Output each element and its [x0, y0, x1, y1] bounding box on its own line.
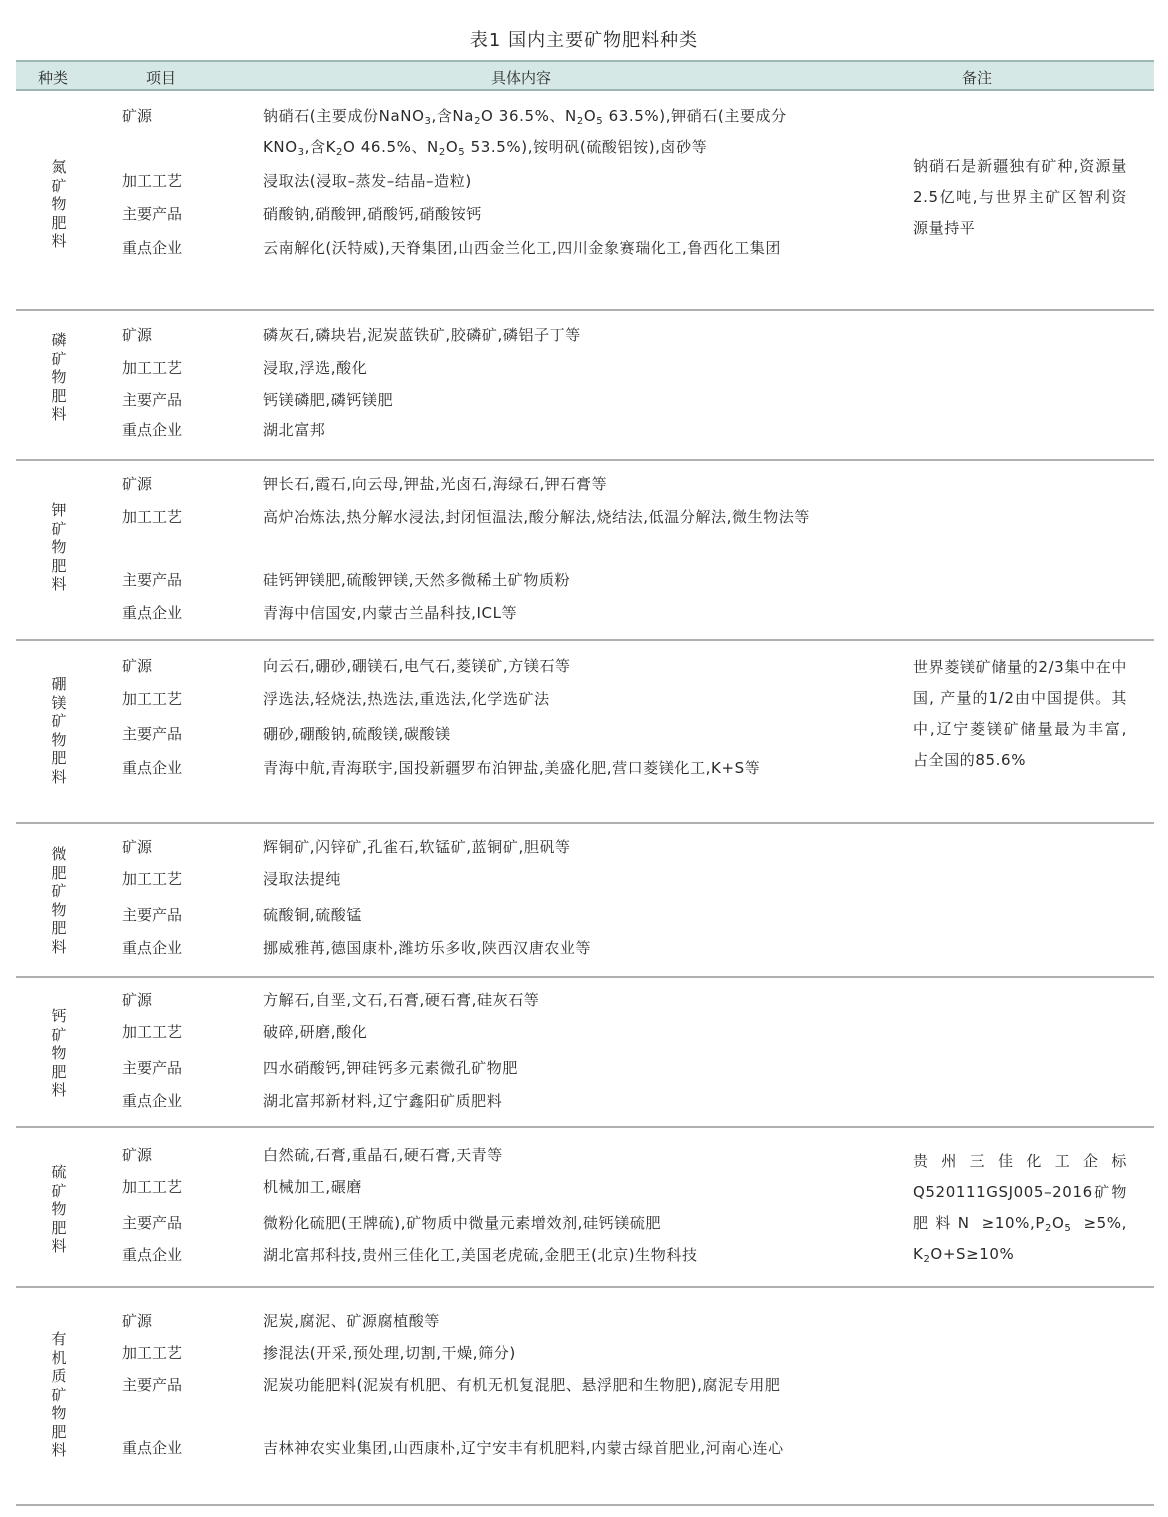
row-content: 钠硝石(主要成份NaNO$_3$,含$Na_2O$ 36.5%、$N_2O_5$ 63.5%),钾硝石(主要成分$KNO_3$,含$K_2O$ 46.5%、$N_2O_5$ 53.5%),铵明矾(硫酸铝铵),卤砂等: [263, 107, 787, 158]
row-item: 矿源: [122, 107, 153, 125]
row-note: 钠硝石是新疆独有矿种,资源量2.5亿吨,与世界主矿区智利资源量持平: [913, 157, 1127, 237]
row-content: 微粉化硫肥(王牌硫),矿物质中微量元素增效剂,硅钙镁硫肥: [263, 1214, 662, 1232]
fertilizer-type: [16, 845, 102, 956]
row-content: 泥炭,腐泥、矿源腐植酸等: [263, 1312, 440, 1330]
table-section: [16, 641, 1154, 824]
header-note: 备注: [962, 69, 993, 87]
row-item: 矿源: [122, 1312, 153, 1330]
row-content: 云南解化(沃特威),天脊集团,山西金兰化工,四川金象赛瑞化工,鲁西化工集团: [263, 239, 781, 257]
row-item: 主要产品: [122, 391, 183, 409]
row-item: 主要产品: [122, 725, 183, 743]
row-item: 矿源: [122, 657, 153, 675]
row-item: 重点企业: [122, 239, 183, 257]
row-content: 高炉冶炼法,热分解水浸法,封闭恒温法,酸分解法,烧结法,低温分解法,微生物法等: [263, 508, 811, 526]
row-item: 加工工艺: [122, 870, 183, 888]
table-header: [16, 60, 1154, 91]
row-item: 加工工艺: [122, 1178, 183, 1196]
row-content: 钙镁磷肥,磷钙镁肥: [263, 391, 394, 409]
row-content: 湖北富邦: [263, 421, 326, 439]
row-content: 湖北富邦新材料,辽宁鑫阳矿质肥料: [263, 1092, 503, 1110]
row-content: 泥炭功能肥料(泥炭有机肥、有机无机复混肥、悬浮肥和生物肥),腐泥专用肥: [263, 1376, 781, 1394]
header-item: 项目: [146, 69, 177, 87]
row-note: 贵州三佳化工企标Q520111GSJ005–2016矿物肥料$N \ge 10\%,P_2O_5 \ge 5\%$, $K_2O+S\ge 10\%$: [913, 1152, 1127, 1265]
row-content: 青海中信国安,内蒙古兰晶科技,ICL等: [263, 604, 518, 622]
fertilizer-type-label: 微肥矿物肥料: [51, 845, 67, 956]
row-item: 重点企业: [122, 1092, 183, 1110]
row-item: 主要产品: [122, 205, 183, 223]
row-item: 主要产品: [122, 1214, 183, 1232]
row-item: 重点企业: [122, 1246, 183, 1264]
row-item: 重点企业: [122, 759, 183, 777]
row-item: 矿源: [122, 326, 153, 344]
row-item: 加工工艺: [122, 359, 183, 377]
row-content: 硅钙钾镁肥,硫酸钾镁,天然多微稀土矿物质粉: [263, 571, 571, 589]
table-section: [16, 978, 1154, 1128]
row-item: 重点企业: [122, 1439, 183, 1457]
row-content: 辉铜矿,闪锌矿,孔雀石,软锰矿,蓝铜矿,胆矾等: [263, 838, 571, 856]
table-section: [16, 93, 1154, 311]
row-item: 矿源: [122, 991, 153, 1009]
fertilizer-type-label: 钙矿物肥料: [51, 1007, 67, 1099]
row-content: 磷灰石,磷块岩,泥炭蓝铁矿,胶磷矿,磷铝子丁等: [263, 326, 581, 344]
row-item: 重点企业: [122, 421, 183, 439]
header-type: 种类: [38, 69, 69, 87]
fertilizer-type: [16, 501, 102, 594]
row-item: 矿源: [122, 475, 153, 493]
header-content: 具体内容: [491, 69, 552, 87]
row-content: 白然硫,石膏,重晶石,硬石膏,天青等: [263, 1146, 503, 1164]
fertilizer-type: [16, 158, 102, 251]
row-content: 硝酸钠,硝酸钾,硝酸钙,硝酸铵钙: [263, 205, 482, 223]
fertilizer-type-label: 硫矿物肥料: [51, 1163, 67, 1255]
row-content: 浸取法(浸取–蒸发–结晶–造粒): [263, 172, 472, 190]
row-item: 重点企业: [122, 939, 183, 957]
row-content: 青海中航,青海联宇,国投新疆罗布泊钾盐,美盛化肥,营口菱镁化工,K+S等: [263, 759, 761, 777]
row-item: 主要产品: [122, 1059, 183, 1077]
row-content: 硼砂,硼酸钠,硫酸镁,碳酸镁: [263, 725, 451, 743]
row-item: 主要产品: [122, 571, 183, 589]
row-content: 浮选法,轻烧法,热选法,重选法,化学选矿法: [263, 690, 550, 708]
fertilizer-type-label: 钾矿物肥料: [51, 501, 67, 593]
row-item: 主要产品: [122, 1376, 183, 1394]
row-content: 钾长石,霞石,向云母,钾盐,光卤石,海绿石,钾石膏等: [263, 475, 608, 493]
table-section: [16, 1288, 1154, 1506]
row-item: 加工工艺: [122, 1344, 183, 1362]
table-section: [16, 824, 1154, 978]
row-content: 硫酸铜,硫酸锰: [263, 906, 362, 924]
row-content: 四水硝酸钙,钾硅钙多元素微孔矿物肥: [263, 1059, 518, 1077]
fertilizer-type: [16, 1330, 102, 1460]
row-item: 矿源: [122, 838, 153, 856]
row-content: 破碎,研磨,酸化: [263, 1023, 368, 1041]
row-item: 主要产品: [122, 906, 183, 924]
fertilizer-type-label: 磷矿物肥料: [51, 331, 67, 423]
fertilizer-type-label: 氮矿物肥料: [51, 158, 67, 250]
row-item: 加工工艺: [122, 1023, 183, 1041]
fertilizer-type: [16, 331, 102, 424]
row-content: 浸取法提纯: [263, 870, 342, 888]
row-note: 世界菱镁矿储量的2/3集中在中国, 产量的1/2由中国提供。其中,辽宁菱镁矿储量最为丰富, 占全国的85.6%: [913, 658, 1127, 769]
fertilizer-type: [16, 1007, 102, 1100]
row-content: 挪威雅苒,德国康朴,潍坊乐多收,陕西汉唐农业等: [263, 939, 592, 957]
row-item: 重点企业: [122, 604, 183, 622]
fertilizer-type: [16, 675, 102, 786]
row-item: 加工工艺: [122, 508, 183, 526]
row-content: 掺混法(开采,预处理,切割,干燥,筛分): [263, 1344, 516, 1362]
row-item: 加工工艺: [122, 690, 183, 708]
row-content: 机械加工,碾磨: [263, 1178, 362, 1196]
row-content: 湖北富邦科技,贵州三佳化工,美国老虎硫,金肥王(北京)生物科技: [263, 1246, 698, 1264]
fertilizer-type-label: 有机质矿物肥料: [51, 1330, 67, 1459]
row-item: 加工工艺: [122, 172, 183, 190]
table-section: [16, 311, 1154, 461]
table-caption: 表1 国内主要矿物肥料种类: [469, 30, 699, 51]
row-item: 矿源: [122, 1146, 153, 1164]
row-content: 方解石,自垩,文石,石膏,硬石膏,硅灰石等: [263, 991, 540, 1009]
row-content: 吉林神农实业集团,山西康朴,辽宁安丰有机肥料,内蒙古绿首肥业,河南心连心: [263, 1439, 784, 1457]
table-section: [16, 1128, 1154, 1288]
table-section: [16, 461, 1154, 641]
fertilizer-type: [16, 1163, 102, 1256]
fertilizer-type-label: 硼镁矿物肥料: [51, 675, 67, 786]
row-content: 向云石,硼砂,硼镁石,电气石,菱镁矿,方镁石等: [263, 657, 571, 675]
row-content: 浸取,浮选,酸化: [263, 359, 368, 377]
